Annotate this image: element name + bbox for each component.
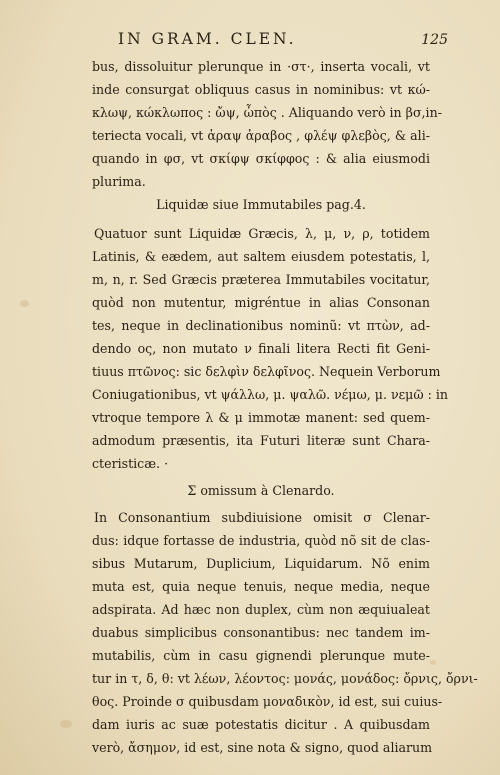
text-line: dendo ος, non mutato ν finali litera Recti fit Geni- [92,341,430,356]
paper-stain [430,660,436,665]
text-line: adspirata. Ad hæc non duplex, cùm non æquiualeat [92,602,430,617]
paper-stain [60,720,72,728]
text-line: verò, ἄσημον, id est, sine nota & signo, quod aliarum [92,740,433,755]
text-line: teriecta vocali, vt ἀραψ ἀραβος , φλέψ φλεβὸς, & ali- [92,128,430,143]
text-line: In Consonantium subdiuisione omisit σ Clenar- [94,510,430,525]
section-heading-liquidae: Liquidæ siue Immutabiles pag.4. [156,197,366,212]
text-line: tur in τ, δ, θ: vt λέων, λέοντος: μονάς, μονάδος: ὄρνις, ὄρνι- [92,671,478,686]
text-line: inde consurgat obliquus casus in nominibus: vt κώ- [92,82,430,97]
page-number: 125 [421,32,448,48]
page-header [118,30,448,52]
text-line: cteristicæ. · [92,456,169,471]
page-body [92,55,478,759]
text-line: plurima. [92,174,146,189]
text-line: quòd non mutentur, migréntue in alias Consonan [92,295,430,310]
text-line: dam iuris ac suæ potestatis dicitur . A quibusdam [92,717,430,732]
text-line: admodum præsentis, ita Futuri literæ sunt Chara- [92,433,430,448]
paper-stain [20,300,29,307]
text-line: Latinis, & eædem, aut saltem eiusdem potestatis, l, [92,249,430,264]
running-head: IN GRAM. CLEN. [118,30,297,48]
paragraph-1 [92,55,442,193]
text-line: duabus simplicibus consonantibus: nec tandem im- [92,625,430,640]
text-line: bus, dissoluitur plerunque in ·στ·, inserta vocali, vt [92,59,430,74]
text-line: θος. Proinde σ quibusdam μοναδικὸν, id est, sui cuius- [92,694,443,709]
text-line: vtroque tempore λ & μ immotæ manent: sed quem- [92,410,430,425]
text-line: Coniugationibus, vt ψάλλω, μ. ψαλῶ. νέμω, μ. νεμῶ : in [92,387,448,402]
text-line: mutabilis, cùm in casu gignendi plerunque mute- [92,648,430,663]
text-line: quando in φσ, vt σκίφψ σκίφφος : & alia eiusmodi [92,151,430,166]
text-line: tes, neque in declinationibus nominũ: vt πτὼν, ad- [92,318,430,333]
text-line: Quatuor sunt Liquidæ Græcis, λ, μ, ν, ρ, totidem [94,226,430,241]
text-line: κλωψ, κώκλωπος : ὤψ, ὦπὸς . Aliquando verò in βσ,in- [92,105,442,120]
text-line: muta est, quia neque tenuis, neque media, neque [92,579,430,594]
text-line: m, n, r. Sed Græcis præterea Immutabiles vocitatur, [92,272,430,287]
text-line: dus: idque fortasse de industria, quòd nõ sit de clas- [92,533,430,548]
text-line: sibus Mutarum, Duplicium, Liquidarum. Nõ enim [92,556,430,571]
paragraph-2 [92,222,448,475]
section-heading-sigma: Σ omissum à Clenardo. [187,483,335,498]
text-line: tiuus πτῶνος: sic δελφὶν δελφῖνος. Nequein Verborum [92,364,441,379]
paragraph-3 [92,506,478,759]
